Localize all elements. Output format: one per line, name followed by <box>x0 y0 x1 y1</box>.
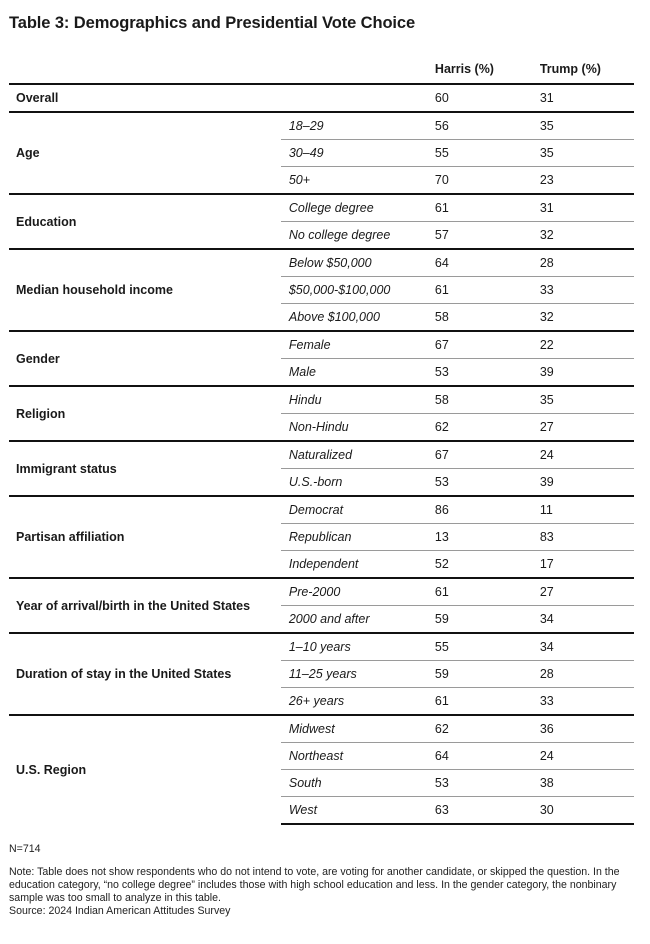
category-label: Education <box>9 194 281 249</box>
subgroup-label: 30–49 <box>281 140 424 167</box>
trump-value: 35 <box>529 112 634 140</box>
category-label: U.S. Region <box>9 715 281 824</box>
harris-value: 61 <box>424 194 529 222</box>
category-label: Immigrant status <box>9 441 281 496</box>
trump-value: 23 <box>529 167 634 195</box>
category-label: Median household income <box>9 249 281 331</box>
subgroup-label: Democrat <box>281 496 424 524</box>
trump-value: 31 <box>539 91 554 105</box>
harris-value: 61 <box>424 578 529 606</box>
trump-value: 32 <box>529 222 634 250</box>
subgroup-label: West <box>281 797 424 825</box>
harris-value: 64 <box>424 249 529 277</box>
trump-value: 34 <box>529 606 634 634</box>
trump-value: 28 <box>529 661 634 688</box>
trump-value: 38 <box>529 770 634 797</box>
trump-value: 31 <box>529 194 634 222</box>
subgroup-label: Above $100,000 <box>281 304 424 332</box>
trump-value: 35 <box>529 386 634 414</box>
harris-value: 55 <box>424 140 529 167</box>
harris-value: 52 <box>424 551 529 579</box>
trump-value: 17 <box>529 551 634 579</box>
category-label: Partisan affiliation <box>9 496 281 578</box>
harris-value: 13 <box>424 524 529 551</box>
category-label: Year of arrival/birth in the United States <box>9 578 281 633</box>
subgroup-label: College degree <box>281 194 424 222</box>
trump-value: 39 <box>529 359 634 387</box>
category-label: Gender <box>9 331 281 386</box>
harris-value: 61 <box>424 688 529 716</box>
header-harris: Harris (%) <box>424 55 529 84</box>
harris-value: 58 <box>424 304 529 332</box>
harris-value: 53 <box>424 770 529 797</box>
trump-value: 11 <box>529 496 634 524</box>
header-subgroup <box>281 55 424 84</box>
subgroup-label: No college degree <box>281 222 424 250</box>
subgroup-label: 26+ years <box>281 688 424 716</box>
trump-value: 24 <box>529 441 634 469</box>
table-row <box>9 386 634 414</box>
table-row <box>9 331 634 359</box>
subgroup-label: 18–29 <box>281 112 424 140</box>
header-trump: Trump (%) <box>529 55 634 84</box>
trump-value: 33 <box>529 688 634 716</box>
table-row <box>9 496 634 524</box>
harris-value: 58 <box>424 386 529 414</box>
trump-value: 27 <box>529 414 634 442</box>
subgroup-label <box>281 84 424 112</box>
subgroup-label: 11–25 years <box>281 661 424 688</box>
trump-value: 36 <box>529 715 634 743</box>
harris-value: 59 <box>424 661 529 688</box>
harris-value: 64 <box>424 743 529 770</box>
harris-value: 59 <box>424 606 529 634</box>
harris-value: 67 <box>424 441 529 469</box>
category-label: Duration of stay in the United States <box>9 633 281 715</box>
table-row <box>9 578 634 606</box>
table-header-row <box>9 55 634 84</box>
sample-size: N=714 <box>9 843 41 855</box>
table-row <box>9 633 634 661</box>
category-label: Overall <box>16 91 59 105</box>
trump-value: 34 <box>529 633 634 661</box>
trump-value: 24 <box>529 743 634 770</box>
vote-choice-table <box>9 55 634 825</box>
trump-value: 83 <box>529 524 634 551</box>
subgroup-label: Independent <box>281 551 424 579</box>
subgroup-label: Female <box>281 331 424 359</box>
subgroup-label: South <box>281 770 424 797</box>
harris-value: 60 <box>434 91 449 105</box>
header-category <box>9 55 281 84</box>
table-row <box>9 715 634 743</box>
trump-value: 22 <box>529 331 634 359</box>
subgroup-label: $50,000-$100,000 <box>281 277 424 304</box>
page-title: Table 3: Demographics and Presidential Vote Choice <box>9 14 416 32</box>
subgroup-label: Pre-2000 <box>281 578 424 606</box>
subgroup-label: Male <box>281 359 424 387</box>
harris-value: 62 <box>424 715 529 743</box>
table-row <box>9 84 634 112</box>
trump-value: 39 <box>529 469 634 497</box>
harris-value: 53 <box>424 359 529 387</box>
table-row <box>9 112 634 140</box>
table-footer <box>9 843 634 918</box>
subgroup-label: U.S.-born <box>281 469 424 497</box>
table-row <box>9 441 634 469</box>
table-row <box>9 194 634 222</box>
subgroup-label: Hindu <box>281 386 424 414</box>
trump-value: 28 <box>529 249 634 277</box>
harris-value: 62 <box>424 414 529 442</box>
category-label: Religion <box>9 386 281 441</box>
trump-value: 35 <box>529 140 634 167</box>
table-row <box>9 249 634 277</box>
subgroup-label: 50+ <box>281 167 424 195</box>
harris-value: 61 <box>424 277 529 304</box>
subgroup-label: Non-Hindu <box>281 414 424 442</box>
table-note: Note: Table does not show respondents who do not intend to vote, are voting for another candidate, or skipped the question. In the education category, “no college degree” includes those with high school education and less. In the gender category, the nonbinary sample was too small to analyze in this table. <box>9 866 620 904</box>
subgroup-label: Republican <box>281 524 424 551</box>
subgroup-label: Below $50,000 <box>281 249 424 277</box>
subgroup-label: Naturalized <box>281 441 424 469</box>
harris-value: 63 <box>424 797 529 825</box>
table-body <box>9 84 634 824</box>
category-label: Age <box>9 112 281 194</box>
trump-value: 27 <box>529 578 634 606</box>
table-source: Source: 2024 Indian American Attitudes Survey <box>9 905 231 917</box>
trump-value: 30 <box>529 797 634 825</box>
trump-value: 32 <box>529 304 634 332</box>
harris-value: 57 <box>424 222 529 250</box>
subgroup-label: Northeast <box>281 743 424 770</box>
harris-value: 56 <box>424 112 529 140</box>
subgroup-label: 1–10 years <box>281 633 424 661</box>
harris-value: 86 <box>424 496 529 524</box>
harris-value: 70 <box>424 167 529 195</box>
trump-value: 33 <box>529 277 634 304</box>
harris-value: 67 <box>424 331 529 359</box>
subgroup-label: 2000 and after <box>281 606 424 634</box>
harris-value: 55 <box>424 633 529 661</box>
subgroup-label: Midwest <box>281 715 424 743</box>
harris-value: 53 <box>424 469 529 497</box>
